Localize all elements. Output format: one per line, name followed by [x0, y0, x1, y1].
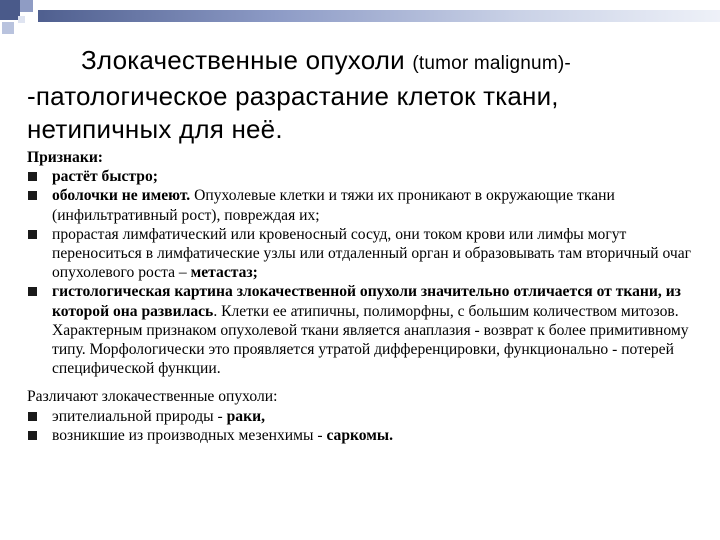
decor-square: [18, 16, 25, 23]
list-item: [27, 186, 692, 224]
title-definition: -патологическое разрастание клеток ткани, нетипичных для неё.: [27, 81, 559, 144]
title-main: Злокачественные опухоли: [81, 45, 405, 75]
type-bold: раки,: [226, 407, 265, 425]
list-item: [27, 225, 692, 283]
types-list: [27, 407, 692, 445]
decor-square: [20, 0, 33, 12]
decor-square: [2, 22, 14, 34]
square-bullet-icon: [28, 230, 37, 239]
square-bullet-icon: [28, 172, 37, 181]
square-bullet-icon: [28, 412, 37, 421]
list-item: [27, 407, 692, 426]
list-item: [27, 282, 692, 378]
header-gradient-bar: [38, 10, 720, 22]
sign-bold: метастаз;: [190, 264, 258, 282]
types-intro: Различают злокачественные опухоли:: [27, 388, 278, 406]
type-bold: саркомы.: [326, 426, 393, 444]
decor-square: [0, 0, 20, 20]
sign-bold: оболочки не имеют.: [52, 187, 191, 205]
square-bullet-icon: [28, 287, 37, 296]
sign-text: Опухолевые клетки и тяжи их проникают в окружающие ткани (инфильтративный рост), повреждая их;: [52, 187, 615, 224]
slide-title: [27, 44, 707, 146]
list-item: [27, 167, 692, 186]
sign-text: прорастая лимфатический или кровеносный сосуд, они током крови или лимфы могут переноситься в лимфатические узлы или отдаленный орган и образовывать там вторичный очаг опухолевого роста –: [52, 225, 692, 282]
sign-bold: растёт быстро;: [52, 168, 158, 186]
type-text: возникшие из производных мезенхимы -: [52, 426, 327, 444]
slide-body: [27, 148, 692, 445]
list-item: [27, 426, 692, 445]
signs-heading: Признаки:: [27, 149, 103, 166]
sign-text: . Клетки ее атипичны, полиморфны, с большим количеством митозов. Характерным признаком опухолевой ткани является анаплазия - возврат к более примитивному типу. Морфологически это проявляется утратой дифференцировки, функционально - потерей специфической функции.: [52, 302, 689, 378]
sign-bold: гистологическая картина злокачественной опухоли значительно отличается от ткани, из которой она развилась: [52, 283, 681, 320]
square-bullet-icon: [28, 191, 37, 200]
title-latin: (tumor malignum)-: [412, 53, 571, 74]
type-text: эпителиальной природы -: [52, 407, 227, 425]
signs-list: [27, 167, 692, 378]
square-bullet-icon: [28, 431, 37, 440]
